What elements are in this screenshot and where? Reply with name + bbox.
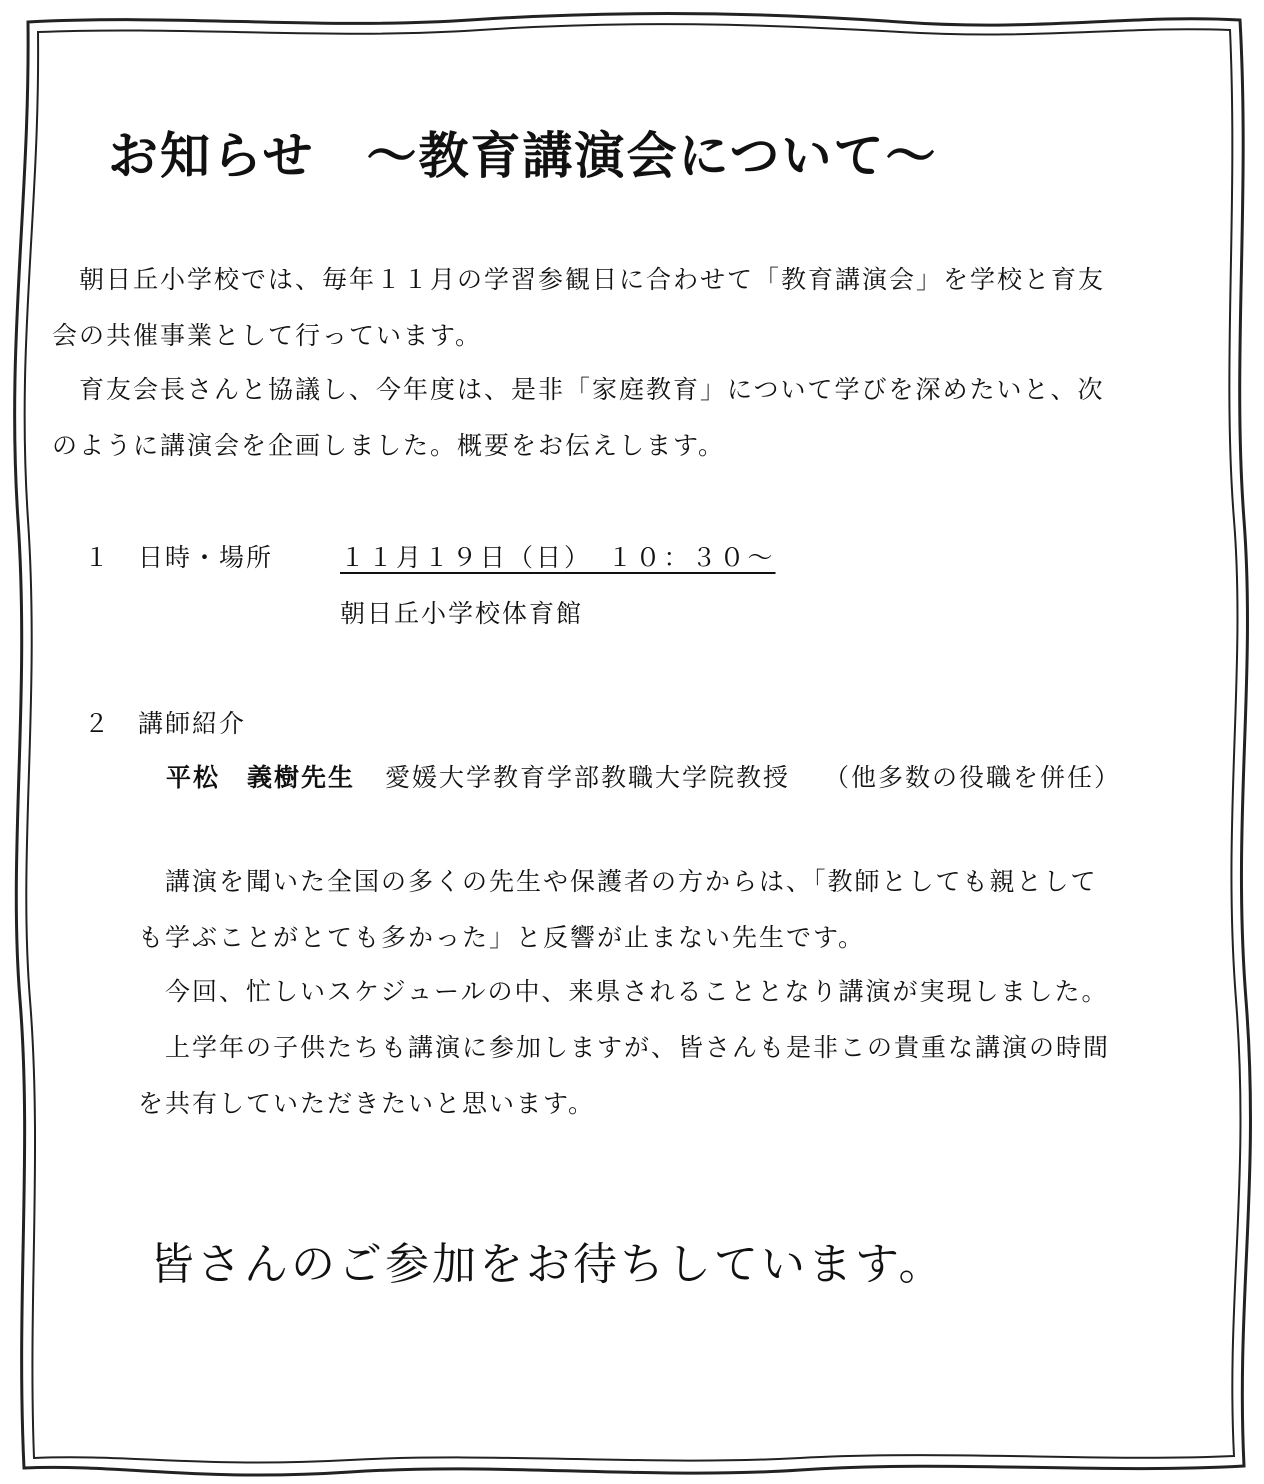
- intro2-paragraph: [52, 362, 1105, 474]
- intro-line-2: 会の共催事業として行っています。: [52, 321, 483, 350]
- speaker-title: 愛媛大学教育学部教職大学院教授: [385, 763, 791, 792]
- intro-paragraph: [52, 252, 1105, 364]
- section2-label: 講師紹介: [138, 709, 247, 738]
- speaker-info: [166, 758, 1121, 794]
- intro-line-1: 朝日丘小学校では、毎年１１月の学習参観日に合わせて「教育講演会」を学校と育友: [52, 265, 1106, 294]
- speaker-name: 平松 義樹先生: [166, 763, 356, 792]
- body3-paragraph: [138, 1020, 1110, 1132]
- closing-message: 皆さんのご参加をお待ちしています。: [150, 1239, 946, 1290]
- event-datetime: １１月１９日（日） １０：３０～: [340, 543, 776, 572]
- body2-line-1: 今回、忙しいスケジュールの中、来県されることとなり講演が実現しました。: [138, 977, 1109, 1006]
- notice-title: お知らせ ～教育講演会について～: [108, 126, 938, 185]
- speaker-note: （他多数の役職を併任）: [824, 763, 1122, 792]
- body1-line-2: も学ぶことがとても多かった」と反響が止まない先生です。: [138, 923, 866, 952]
- section2-number: ２: [84, 709, 112, 738]
- body1-paragraph: [138, 854, 1098, 966]
- body2-paragraph: [138, 964, 1109, 1020]
- event-venue: 朝日丘小学校体育館: [340, 599, 584, 628]
- intro2-line-1: 育友会長さんと協議し、今年度は、是非「家庭教育」について学びを深めたいと、次: [52, 375, 1105, 404]
- section1-label: 日時・場所: [138, 543, 274, 572]
- body3-line-1: 上学年の子供たちも講演に参加しますが、皆さんも是非この貴重な講演の時間: [138, 1033, 1111, 1062]
- intro2-line-2: のように講演会を企画しました。概要をお伝えします。: [52, 431, 726, 460]
- body1-line-1: 講演を聞いた全国の多くの先生や保護者の方からは、「教師としても親として: [138, 867, 1098, 896]
- section1-number: １: [84, 543, 112, 572]
- body3-line-2: を共有していただきたいと思います。: [138, 1089, 596, 1118]
